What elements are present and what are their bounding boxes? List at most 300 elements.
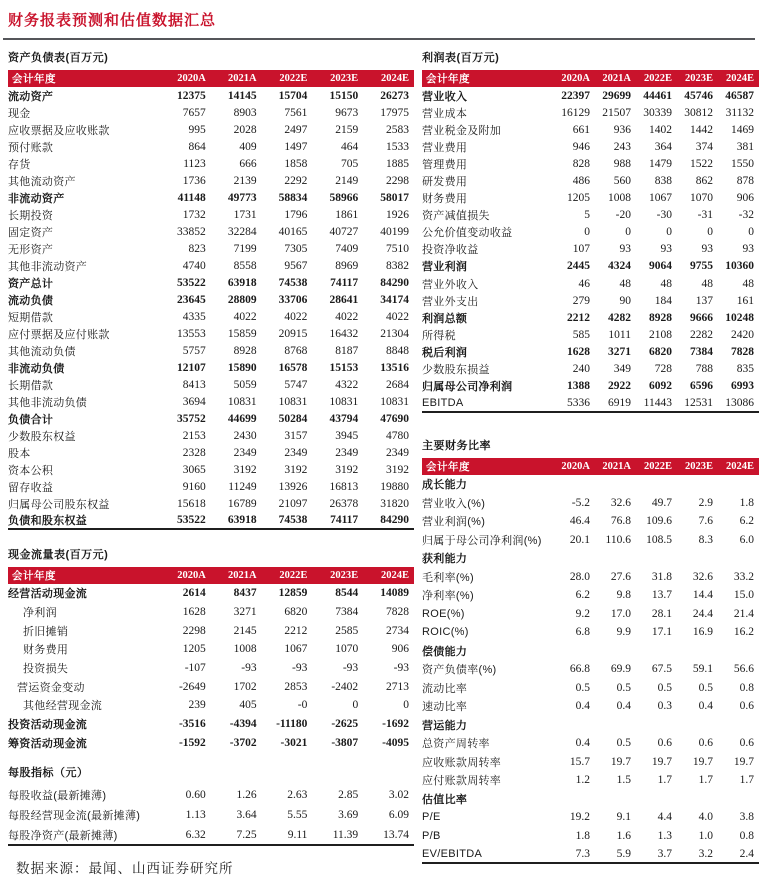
data-source-note: 数据来源：最闻、山西证券研究所 [16,861,234,877]
row-value: 5747 [284,378,308,391]
row-label: 成长能力 [422,479,468,492]
row-value: 19880 [380,480,409,493]
table-row [422,224,759,241]
table-row [8,825,414,845]
row-value: 14089 [380,587,409,600]
row-value: 22397 [561,89,590,102]
row-label: 固定资产 [8,226,54,239]
row-value: 2.85 [338,789,359,802]
row-value [595,475,636,494]
row-value: 33.2 [733,570,754,583]
row-value: 7657 [182,106,206,119]
row-value: 9160 [182,480,206,493]
row-value: 40199 [380,225,409,238]
row-value: 2922 [608,380,631,393]
row-label: 投资损失 [23,663,69,676]
row-value: 1731 [233,208,257,221]
row-value: 6820 [649,345,672,358]
row-value: 2.9 [698,496,713,509]
row-value: 1.8 [575,829,590,842]
row-label: 归属母公司净利润 [422,381,513,394]
row-value: 3.8 [739,811,754,824]
row-value: 10248 [725,311,754,324]
row-value: 16.2 [733,626,754,639]
row-value: 906 [391,643,409,656]
row-value: 15704 [278,89,308,102]
table-row [422,660,759,679]
row-value: 16432 [329,327,359,340]
column-header-label: 会计年度 [8,70,160,87]
row-label: 估值比率 [422,793,468,806]
row-value: -11180 [276,718,308,731]
table-row [8,444,414,461]
row-value: 1533 [386,140,409,153]
row-value: 381 [736,140,754,153]
row-label: 每股净资产(最新摊薄) [8,825,160,845]
row-value: 2139 [233,174,257,187]
row-value: -5.2 [571,496,590,509]
row-value: 6919 [595,395,636,412]
row-value: 17.1 [651,626,672,639]
row-value: 74538 [262,512,313,529]
row-value: 1479 [649,157,672,170]
row-value: 1205 [567,192,590,205]
row-value: 6596 [690,380,713,393]
table-row [8,393,414,410]
table-row [8,257,414,274]
row-value [636,475,677,494]
table-row [422,512,759,531]
table-row [8,189,414,206]
table-row [8,223,414,240]
row-label: 营业外收入 [422,278,479,291]
row-value: 279 [572,294,590,307]
income-statement-section [422,49,759,413]
row-value: 48 [660,277,672,290]
row-value: 63918 [227,276,257,289]
row-value: 35752 [177,412,206,425]
table-row [8,715,414,734]
row-value [718,641,759,660]
row-value: 28.0 [569,570,590,583]
table-row [422,808,759,827]
row-label: P/E [422,811,441,824]
year-column-header: 2024E [363,70,414,87]
row-value: 23645 [177,293,206,306]
row-value: 74117 [330,276,359,289]
row-value: 3192 [284,463,308,476]
row-label: 研发费用 [422,176,468,189]
row-value [554,789,595,808]
row-label: EBITDA [422,395,554,412]
row-value: 53522 [160,512,211,529]
row-value: 8382 [386,259,409,272]
table-row [422,567,759,586]
row-label: 净利率(%) [422,590,474,603]
table-row [422,87,759,104]
row-value: 9.8 [616,589,631,602]
year-column-header: 2020A [160,567,211,584]
row-value: -1592 [178,736,206,749]
row-label: 营运资金变动 [17,681,85,694]
row-label: 营业利润(%) [422,516,486,529]
row-label: 获利能力 [422,553,468,566]
row-value: 4282 [608,311,631,324]
row-value: 3157 [284,429,308,442]
row-value: 32.6 [692,570,713,583]
row-label: 投资活动现金流 [8,719,88,732]
row-label: 经营活动现金流 [8,588,88,601]
row-label: 少数股东权益 [8,430,76,443]
row-value: 16129 [561,106,590,119]
row-label: 归属于母公司净利润(%) [422,534,542,547]
table-row [422,207,759,224]
row-value: 2585 [335,624,359,637]
row-value [595,715,636,734]
row-value: 43794 [329,412,359,425]
row-value: 661 [572,123,590,136]
row-value: 1070 [690,192,713,205]
row-value: 0 [625,226,631,239]
row-value [677,475,718,494]
table-row [422,493,759,512]
row-label: 财务费用 [23,644,69,657]
row-value: 13516 [380,361,409,374]
row-value: 9.11 [262,825,313,845]
row-value: 0.6 [739,737,754,750]
row-value: 27.6 [610,570,631,583]
row-value: 74538 [278,276,308,289]
row-value: 1011 [608,328,631,341]
row-value: 2292 [284,174,308,187]
table-row [422,826,759,845]
table-row [8,206,414,223]
left-column [8,40,414,877]
row-value: 93 [742,243,754,256]
row-value: -107 [184,662,206,675]
table-row [422,155,759,172]
section-header-row [422,789,759,808]
row-value: 936 [613,123,631,136]
row-label: 每股收益(最新摊薄) [8,790,107,803]
row-value: 0.6 [657,737,672,750]
row-label: 资产减值损失 [422,210,490,223]
row-value: 3192 [386,463,409,476]
row-value: 5059 [233,378,257,391]
row-label: 长期投资 [8,209,54,222]
row-value: 2349 [284,446,308,459]
row-label: 财务费用 [422,193,468,206]
row-value: 2734 [386,624,409,637]
row-value: 8928 [233,344,257,357]
row-value: 0.8 [739,681,754,694]
row-label: 营业外支出 [422,295,479,308]
row-value: 26378 [329,497,359,510]
row-value: 0.5 [616,681,631,694]
row-value: 46587 [725,89,754,102]
row-label: 其他流动负债 [8,345,76,358]
row-label: 筹资活动现金流 [8,737,88,750]
row-value: 5.9 [595,845,636,864]
row-value: 0.5 [698,681,713,694]
row-value [636,789,677,808]
table-row [422,258,759,275]
row-value: 1550 [731,157,754,170]
page-title: 财务报表预测和估值数据汇总 [8,12,217,29]
row-value [554,715,595,734]
row-value: 2349 [386,446,409,459]
row-label: 股本 [8,447,31,460]
row-value: 3.69 [338,809,359,822]
row-label: 利润总额 [422,312,468,325]
row-label: 短期借款 [8,311,54,324]
row-value: 40727 [329,225,359,238]
row-value: 3.02 [388,789,409,802]
row-value: 15890 [227,361,257,374]
row-label: P/B [422,829,441,842]
row-value: 1858 [284,157,308,170]
row-value: -93 [342,662,359,675]
row-value: 19.7 [610,755,631,768]
row-value [595,789,636,808]
row-value: 1628 [182,606,206,619]
row-value: 7.25 [211,825,262,845]
row-value: -31 [697,209,713,222]
row-label: 折旧摊销 [23,625,69,638]
row-value: 705 [340,157,359,170]
row-value [718,475,759,494]
row-value: 10360 [725,260,754,273]
row-value: 4322 [335,378,359,391]
table-row [422,845,759,864]
row-value: -0 [297,699,308,712]
year-column-header: 2021A [595,70,636,87]
row-value: 946 [572,140,590,153]
row-value: 8437 [233,587,257,600]
balance-sheet-title: 资产负债表(百万元) [8,52,109,64]
row-value: 9.9 [616,626,631,639]
row-value: -3807 [331,736,359,749]
row-label: 资产总计 [8,277,54,290]
row-value: 9567 [284,259,308,272]
row-value: 10831 [278,395,308,408]
row-label: 资产负债率(%) [422,664,497,677]
row-value: 9064 [649,260,672,273]
row-value [677,641,718,660]
row-value: 2420 [731,328,754,341]
row-value: 0.6 [698,737,713,750]
row-value: 1861 [335,208,359,221]
row-value: 1067 [284,643,308,656]
row-value: 9666 [690,311,713,324]
row-value: 0.6 [739,700,754,713]
row-value: 1205 [182,643,206,656]
row-value: 4022 [386,310,409,323]
row-value: 2298 [182,624,206,637]
row-value: 405 [239,699,257,712]
row-value: 8969 [335,259,359,272]
column-header-label: 会计年度 [8,567,160,584]
table-row [8,621,414,640]
row-value: 21097 [278,497,308,510]
row-label: 偿债能力 [422,645,468,658]
two-column-layout [0,40,759,877]
table-row [8,121,414,138]
row-value: 2212 [567,311,590,324]
row-value: 2349 [233,446,257,459]
year-column-header: 2020A [554,70,595,87]
row-value: 184 [654,294,672,307]
row-value [718,789,759,808]
row-label: 每股经营现金流(最新摊薄) [8,810,141,823]
row-value: 3.7 [636,845,677,864]
row-value: 1.7 [739,774,754,787]
row-value: 31.8 [651,570,672,583]
row-value: 4022 [233,310,257,323]
row-value: 59.1 [692,663,713,676]
row-value: 4022 [284,310,308,323]
year-column-header: 2022E [262,70,313,87]
row-label: 其他流动资产 [8,175,76,188]
table-row [8,734,414,753]
row-value: 1522 [690,157,713,170]
row-value: 4324 [608,260,631,273]
row-value: 69.9 [610,663,631,676]
row-value: 995 [188,123,206,136]
row-value: 1497 [284,140,308,153]
row-value: 48 [742,277,754,290]
column-header-label: 会计年度 [422,70,554,87]
year-column-header: 2024E [718,70,759,87]
row-value: 21.4 [733,607,754,620]
row-value: 4335 [182,310,206,323]
table-row [422,172,759,189]
row-value: -3516 [178,718,206,731]
row-value: 16813 [329,480,359,493]
row-value: 13.7 [651,589,672,602]
row-value: 728 [654,363,672,376]
row-value: 838 [654,175,672,188]
row-value: 50284 [278,412,308,425]
row-label: 存货 [8,158,31,171]
row-value: 46.4 [569,515,590,528]
table-row [422,309,759,326]
row-value: 0.5 [657,681,672,694]
row-value: 31820 [380,497,409,510]
row-value: 33852 [177,225,206,238]
row-value: 137 [695,294,713,307]
row-label: 投资净收益 [422,244,479,257]
row-value: -32 [738,209,754,222]
row-value: 2328 [182,446,206,459]
row-value: 44699 [227,412,257,425]
column-header-label: 会计年度 [422,458,554,475]
row-label: 其他非流动资产 [8,260,88,273]
row-value: 5 [584,209,590,222]
row-label: 管理费用 [422,158,468,171]
row-value: 6.0 [739,533,754,546]
row-value: 84290 [363,512,414,529]
row-value: 66.8 [569,663,590,676]
row-label: 资本公积 [8,464,54,477]
row-value: 24.4 [692,607,713,620]
row-value: 7409 [335,242,359,255]
row-value: 1008 [608,192,631,205]
row-label: 非流动负债 [8,362,65,375]
row-value: 2028 [233,123,257,136]
row-label: 其他非流动负债 [8,396,88,409]
row-label: 流动资产 [8,90,54,103]
row-value: 2349 [335,446,359,459]
row-value: 1.5 [616,774,631,787]
row-value: 11249 [228,480,257,493]
row-value: -93 [241,662,257,675]
row-value: 7384 [690,345,713,358]
row-value: 49773 [227,191,257,204]
income-statement-title: 利润表(百万元) [422,52,500,64]
row-value: 28641 [329,293,359,306]
row-value: 34174 [380,293,409,306]
year-column-header: 2021A [211,567,262,584]
row-value: -20 [615,209,631,222]
row-label: 负债合计 [8,413,54,426]
row-value: 8544 [335,587,359,600]
table-row [422,586,759,605]
table-row [422,121,759,138]
row-value: 17.0 [610,607,631,620]
row-value: 5336 [554,395,595,412]
row-value: 1926 [386,208,409,221]
cash-flow-table [8,567,414,752]
row-value [595,641,636,660]
row-value [718,715,759,734]
row-value: 2298 [386,174,409,187]
row-value: 8903 [233,106,257,119]
row-value: 13553 [177,327,206,340]
row-value: 19.7 [651,755,672,768]
row-value: 585 [572,328,590,341]
row-value: 2583 [386,123,409,136]
table-row [8,376,414,393]
table-header-row [8,70,414,87]
row-value: 374 [695,140,713,153]
table-row [8,478,414,495]
table-row [8,308,414,325]
row-value: 6.09 [388,809,409,822]
row-value: 48 [701,277,713,290]
year-column-header: 2020A [554,458,595,475]
row-value [554,475,595,494]
row-value: 19.7 [692,755,713,768]
table-row [422,604,759,623]
row-value: 8558 [233,259,257,272]
row-value [677,549,718,568]
table-row [8,427,414,444]
row-value: 10831 [227,395,257,408]
row-value: 5.55 [287,809,308,822]
row-value [677,715,718,734]
row-value: 15859 [227,327,257,340]
row-value: 0.8 [739,829,754,842]
row-value: -2402 [331,680,359,693]
row-value: 9.1 [616,811,631,824]
row-value: 4780 [386,429,409,442]
row-value: 666 [239,157,257,170]
row-value: 31132 [725,106,754,119]
row-value: 2684 [386,378,409,391]
row-value: 3.64 [236,809,257,822]
row-value: 1388 [567,380,590,393]
